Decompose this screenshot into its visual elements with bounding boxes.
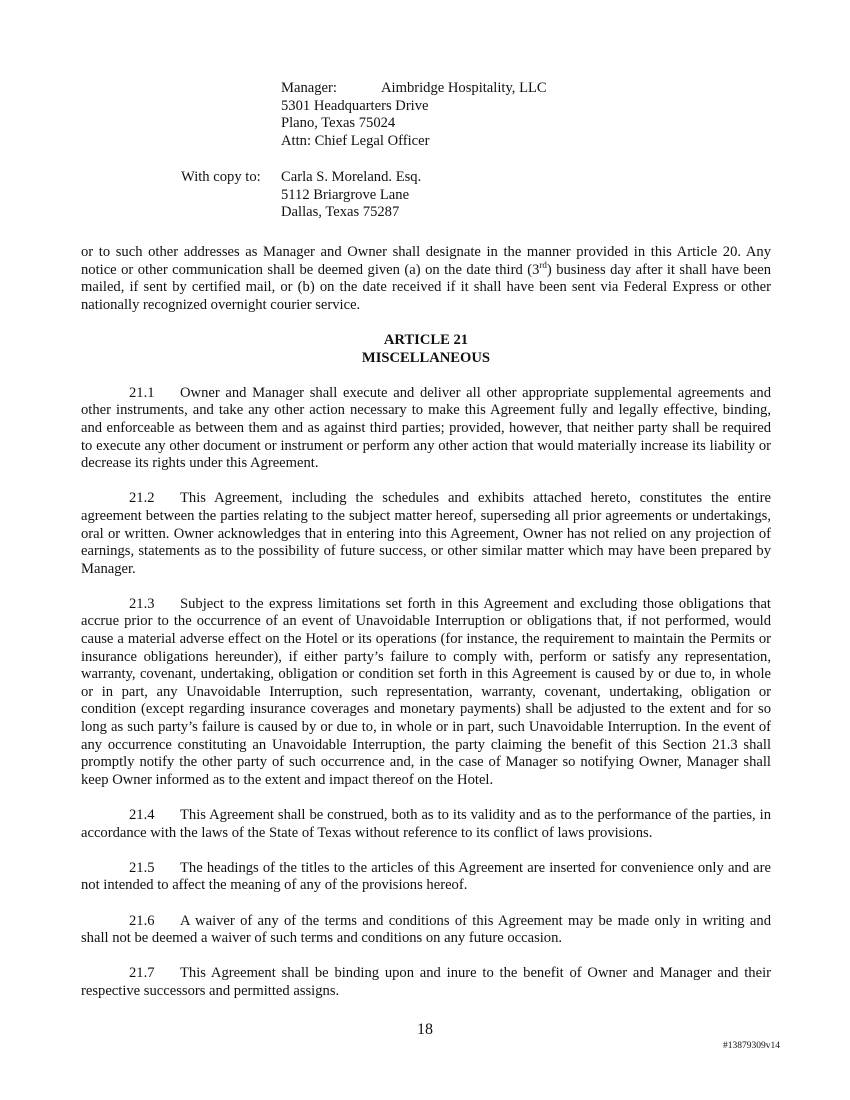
manager-address-line: Attn: Chief Legal Officer <box>281 132 430 149</box>
section-text: This Agreement shall be binding upon and inure to the benefit of Owner and Manager and their respective successors and permitted assigns. <box>81 965 771 999</box>
notice-address-block <box>81 80 771 244</box>
copy-to-address <box>281 169 421 222</box>
section-number: 21.2 <box>129 490 155 507</box>
copy-address-line: 5112 Briargrove Lane <box>281 186 410 203</box>
section-text: A waiver of any of the terms and conditions of this Agreement may be made only in writing and shall not be deemed a waiver of such terms and conditions on any future occasion. <box>81 912 771 947</box>
manager-address-line: 5301 Headquarters Drive <box>281 97 429 114</box>
copy-to-label: With copy to: <box>181 169 261 185</box>
section-paragraph <box>81 965 771 1000</box>
ordinal-superscript: rd <box>539 259 547 270</box>
section-paragraph <box>81 490 771 578</box>
manager-address <box>281 98 429 151</box>
manager-name: Aimbridge Hospitality, LLC <box>381 80 547 96</box>
copy-address-line: Dallas, Texas 75287 <box>281 204 400 221</box>
article-number: ARTICLE 21 <box>383 331 469 348</box>
section-paragraph <box>81 385 771 473</box>
page-number: 18 <box>417 1021 433 1038</box>
section-number: 21.1 <box>129 384 155 401</box>
section-text: This Agreement shall be construed, both as to its validity and as to the performance of the parties, in accordance with the laws of the State of Texas without reference to its conflict of laws provisions. <box>81 807 771 841</box>
section-text: The headings of the titles to the articles of this Agreement are inserted for convenience only and are not intended to affect the meaning of any of the provisions hereof. <box>81 859 771 894</box>
section-number: 21.3 <box>129 595 155 612</box>
section-number: 21.7 <box>129 965 155 982</box>
document-page <box>81 80 771 1018</box>
section-number: 21.5 <box>129 859 155 876</box>
manager-label: Manager: <box>281 80 337 96</box>
section-paragraph <box>81 860 771 895</box>
section-text: Owner and Manager shall execute and deliver all other appropriate supplemental agreements and other instruments, and take any other action necessary to make this Agreement fully and legally effective, binding, and enforceable as between them and as against third parties; provided, however, that neither party shall be required to execute any other document or instrument or perform any other action that would materially increase its liability or decrease its rights under this Agreement. <box>81 384 771 472</box>
copy-address-line: Carla S. Moreland. Esq. <box>281 169 422 185</box>
notice-text-part: ) business day after it shall have been mailed, if sent by certified mail, or (b) on the date received if it shall have been sent via Federal Express or other nationally recognized overnight courier service. <box>81 261 771 313</box>
section-text: Subject to the express limitations set forth in this Agreement and excluding those obligations that accrue prior to the occurrence of an event of Unavoidable Interruption or obligations that, if not performed, would cause a material adverse effect on the Hotel or its operations (for instance, the requirement to maintain the Permits or insurance obligations hereunder), if either party’s failure to comply with, perform or satisfy any representation, warranty, covenant, undertaking, obligation or condition set forth in this Agreement is caused by or due to, in whole or in part, any Unavoidable Interruption, such representation, warranty, covenant, undertaking, obligation or condition (except regarding insurance coverages and monetary payments) shall be adjusted to the extent and for so long as such party’s failure is caused by or due to, in whole or in part, such Unavoidable Interruption. In the event of any occurrence constituting an Unavoidable Interruption, the party claiming the benefit of this Section 21.3 shall promptly notify the other party of such occurrence and, in the case of Manager so notifying Owner, Manager shall keep Owner informed as to the extent and impact thereof on the Hotel. <box>81 595 771 788</box>
manager-address-line: Plano, Texas 75024 <box>281 115 396 132</box>
section-paragraph <box>81 596 771 790</box>
document-id: #13879309v14 <box>723 1041 780 1051</box>
section-paragraph <box>81 807 771 842</box>
section-paragraph <box>81 913 771 948</box>
article-title: MISCELLANEOUS <box>361 349 491 366</box>
section-number: 21.6 <box>129 912 155 929</box>
section-number: 21.4 <box>129 807 155 823</box>
notice-closing-paragraph <box>81 244 771 314</box>
article-heading <box>81 332 771 367</box>
section-text: This Agreement, including the schedules and exhibits attached hereto, constitutes the entire agreement between the parties relating to the subject matter hereof, superseding all prior agreements or undertakings, oral or written. Owner acknowledges that in entering into this Agreement, Owner has not relied on any projection of earnings, statements as to the possibility of future success, or other similar matter which may have been prepared by Manager. <box>81 490 771 577</box>
notice-text-part: or to such other addresses as Manager and Owner shall designate in the manner provided in this Article 20. Any notice or other communication shall be deemed given (a) on the date third (3 <box>81 244 771 278</box>
